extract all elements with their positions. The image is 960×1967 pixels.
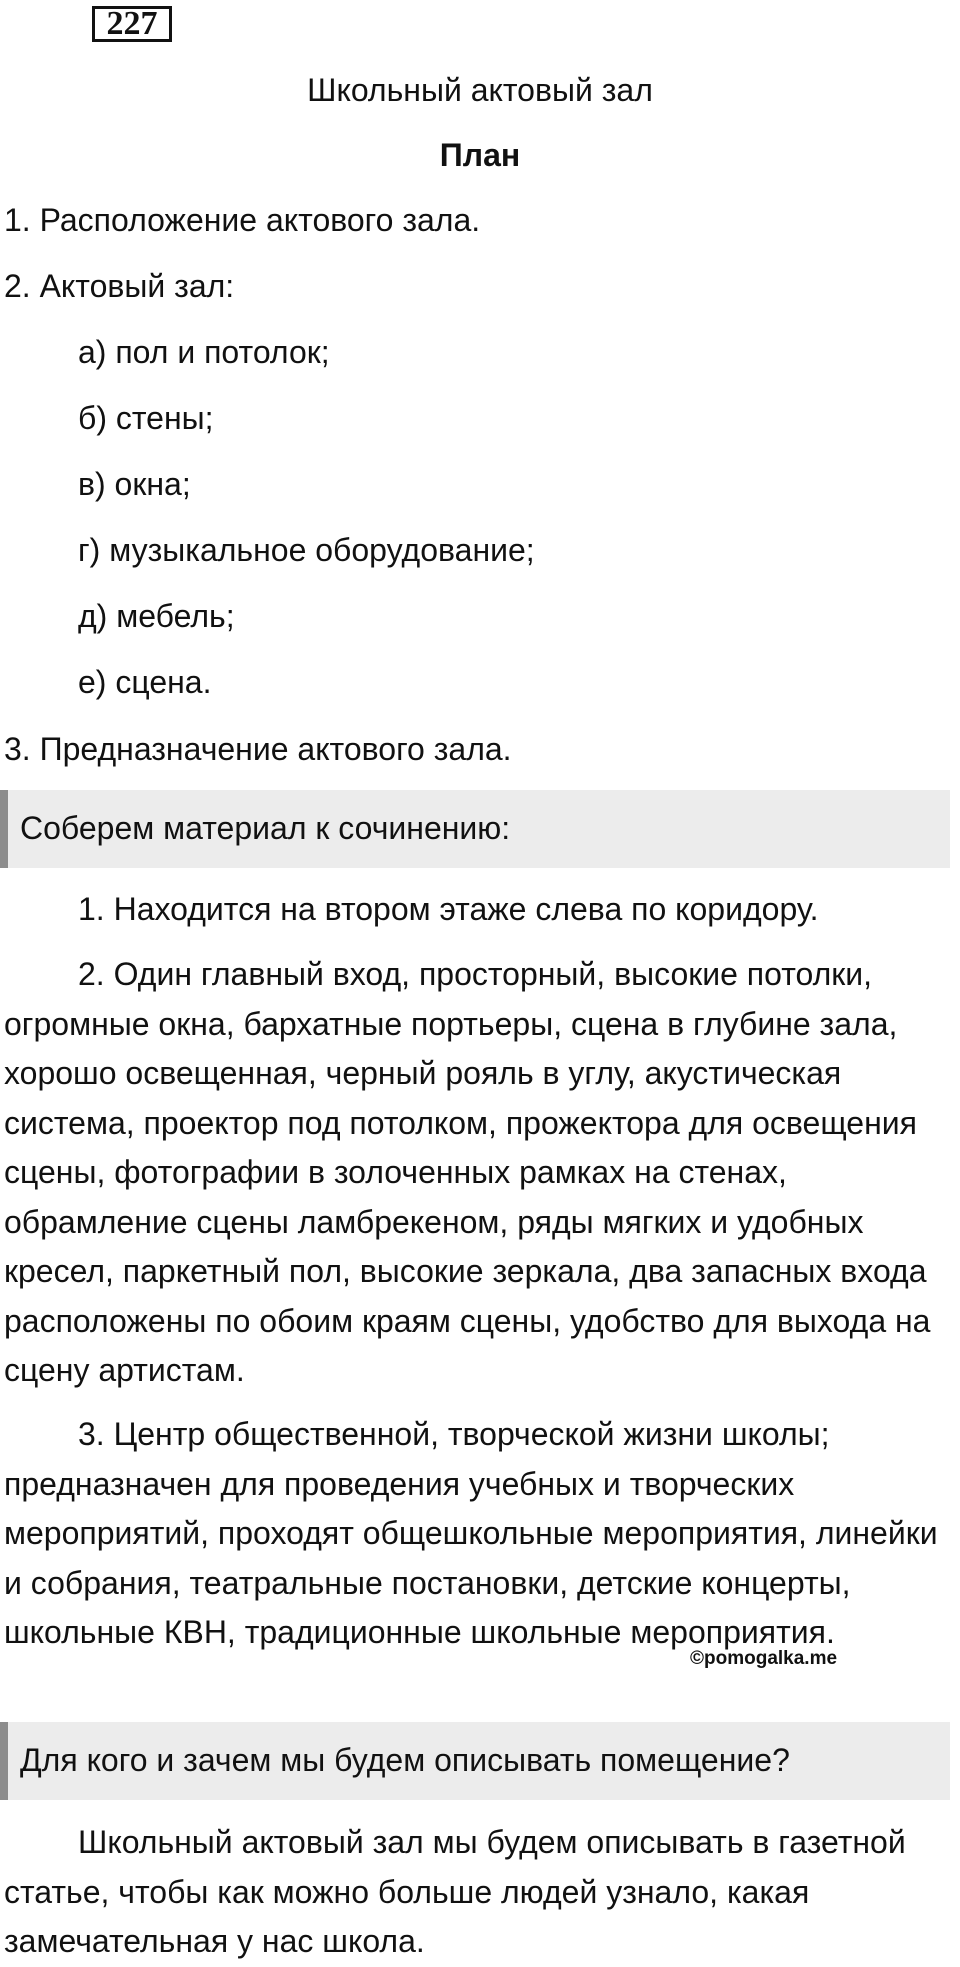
- plan-item-3: 3. Предназначение актового зала.: [4, 731, 512, 767]
- plan-subitem: в) окна;: [78, 466, 191, 502]
- plan-item-1: 1. Расположение актового зала.: [4, 202, 481, 238]
- plan-subitem: г) музыкальное оборудование;: [78, 532, 535, 568]
- page-title: Школьный актовый зал: [307, 72, 653, 108]
- plan-subitem: д) мебель;: [78, 598, 235, 634]
- plan-subitem: е) сцена.: [78, 664, 212, 700]
- plan-subitem: б) стены;: [78, 400, 214, 436]
- material-point-1: 1. Находится на втором этаже слева по коридору.: [78, 891, 819, 927]
- watermark: ©pomogalka.me: [690, 1648, 838, 1669]
- task-number: 227: [92, 6, 172, 42]
- section-heading-band: [0, 790, 950, 868]
- question-heading: Для кого и зачем мы будем описывать помещение?: [20, 1742, 790, 1778]
- answer-paragraph: Школьный актовый зал мы будем описывать в газетной статье, чтобы как можно больше людей узнало, какая замечательная у нас школа.: [4, 1824, 906, 1959]
- plan-item-2: 2. Актовый зал:: [4, 268, 235, 304]
- plan-heading: План: [439, 137, 521, 173]
- material-point-3: 3. Центр общественной, творческой жизни школы; предназначен для проведения учебных и творческих мероприятий, проходят общешкольные мероприятия, линейки и собрания, театральные постановки, детские концерты, школьные КВН, традиционные школьные мероприятия.: [4, 1416, 938, 1650]
- section-heading: Соберем материал к сочинению:: [20, 810, 511, 846]
- question-heading-band: [0, 1722, 950, 1800]
- plan-subitem: а) пол и потолок;: [78, 334, 330, 370]
- material-point-2: 2. Один главный вход, просторный, высокие потолки, огромные окна, бархатные портьеры, сцена в глубине зала, хорошо освещенная, черный рояль в углу, акустическая система, проектор под потолком, прожектора для освещения сцены, фотографии в золоченных рамках на стенах, обрамление сцены ламбрекеном, ряды мягких и удобных кресел, паркетный пол, высокие зеркала, два запасных входа расположены по обоим краям сцены, удобство для выхода на сцену артистам.: [4, 956, 931, 1388]
